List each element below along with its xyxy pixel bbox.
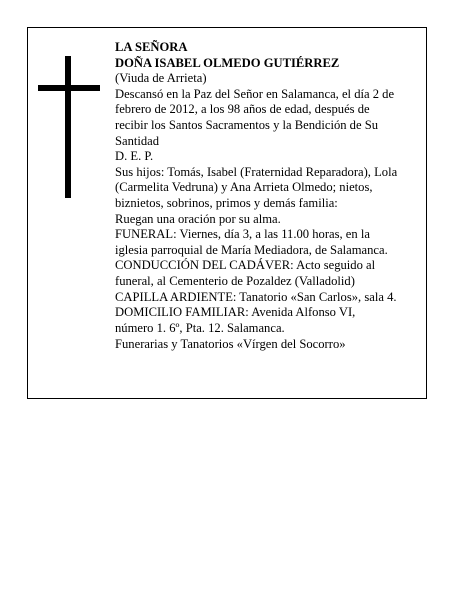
death-announcement-line-2: febrero de 2012, a los 98 años de edad, después de: [115, 102, 370, 117]
cross-horizontal-bar: [38, 85, 100, 91]
death-announcement-line-4: Santidad: [115, 133, 160, 148]
funeral-line-2: iglesia parroquial de María Mediadora, de Salamanca.: [115, 242, 388, 257]
heading-title: LA SEÑORA: [115, 40, 188, 54]
address-line-2: número 1. 6º, Pta. 12. Salamanca.: [115, 320, 285, 335]
rip-abbreviation: D. E. P.: [115, 149, 154, 164]
obituary-text: [115, 40, 427, 353]
cross-icon: [38, 56, 100, 198]
deceased-name: DOÑA ISABEL OLMEDO GUTIÉRREZ: [115, 55, 340, 70]
widow-note: (Viuda de Arrieta): [115, 71, 207, 86]
cross-vertical-bar: [65, 56, 71, 198]
family-line-2: (Carmelita Vedruna) y Ana Arrieta Olmedo; nietos,: [115, 180, 373, 195]
address-line-1: DOMICILIO FAMILIAR: Avenida Alfonso VI,: [115, 305, 356, 320]
funeral-line-1: FUNERAL: Viernes, día 3, a las 11.00 horas, en la: [115, 227, 370, 242]
family-line-3: biznietos, sobrinos, primos y demás familia:: [115, 195, 338, 210]
chapel-line: CAPILLA ARDIENTE: Tanatorio «San Carlos», sala 4.: [115, 289, 397, 304]
family-line-1: Sus hijos: Tomás, Isabel (Fraternidad Reparadora), Lola: [115, 164, 398, 179]
death-announcement-line-1: Descansó en la Paz del Señor en Salamanca, el día 2 de: [115, 86, 395, 101]
prayer-request: Ruegan una oración por su alma.: [115, 211, 281, 226]
conduction-line-1: CONDUCCIÓN DEL CADÁVER: Acto seguido al: [115, 258, 376, 273]
obituary-notice: [27, 27, 427, 399]
funeral-home-line: Funerarias y Tanatorios «Vírgen del Socorro»: [115, 337, 346, 352]
death-announcement-line-3: recibir los Santos Sacramentos y la Bendición de Su: [115, 117, 379, 132]
conduction-line-2: funeral, al Cementerio de Pozaldez (Valladolid): [115, 273, 355, 288]
